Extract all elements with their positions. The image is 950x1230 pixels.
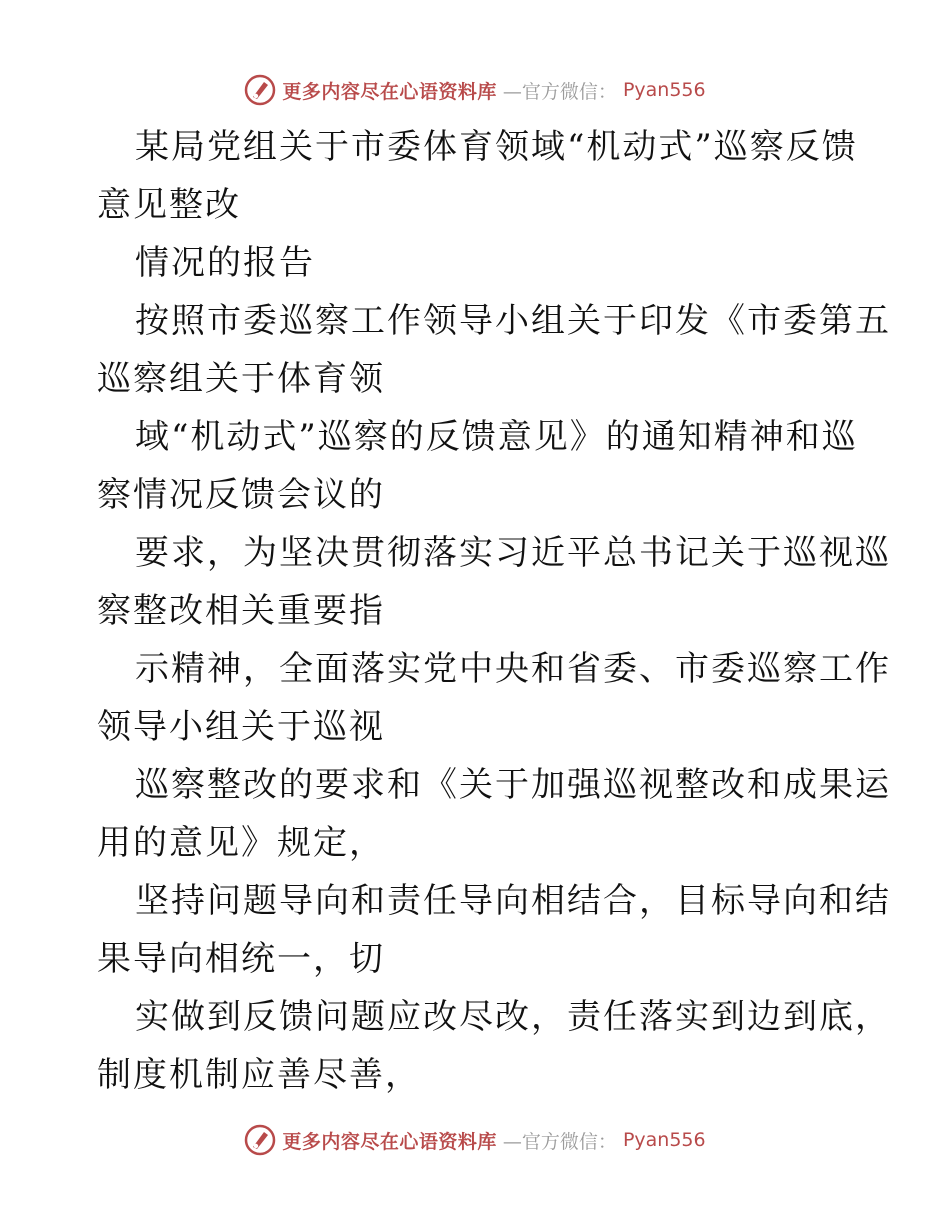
doc-line: 巡察整改的要求和《关于加强巡视整改和成果运 bbox=[135, 765, 891, 805]
doc-line: 坚持问题导向和责任导向相结合，目标导向和结 bbox=[135, 881, 891, 921]
header-banner bbox=[0, 72, 950, 108]
doc-line: 域“机动式”巡察的反馈意见》的通知精神和巡 bbox=[135, 417, 858, 457]
wechat-id: Pyan556 bbox=[622, 79, 706, 101]
doc-line: 察整改相关重要指 bbox=[97, 591, 385, 631]
doc-line: 巡察组关于体育领 bbox=[97, 359, 385, 399]
doc-line: 察情况反馈会议的 bbox=[97, 475, 385, 515]
feather-pen-logo-icon bbox=[244, 74, 276, 106]
document-body bbox=[97, 118, 891, 1104]
doc-line: 果导向相统一，切 bbox=[97, 939, 385, 979]
banner-title: 更多内容尽在心语资料库 bbox=[282, 80, 497, 103]
doc-line: 某局党组关于市委体育领域“机动式”巡察反馈 bbox=[135, 127, 858, 167]
doc-line: 制度机制应善尽善， bbox=[97, 1055, 421, 1095]
banner-separator: —官方微信： bbox=[502, 80, 617, 103]
doc-line: 要求，为坚决贯彻落实习近平总书记关于巡视巡 bbox=[135, 533, 891, 573]
doc-line: 按照市委巡察工作领导小组关于印发《市委第五 bbox=[135, 301, 891, 341]
banner-separator: —官方微信： bbox=[502, 1130, 617, 1153]
wechat-id: Pyan556 bbox=[622, 1129, 706, 1151]
doc-line: 用的意见》规定， bbox=[97, 823, 385, 863]
doc-line: 领导小组关于巡视 bbox=[97, 707, 385, 747]
doc-line: 示精神，全面落实党中央和省委、市委巡察工作 bbox=[135, 649, 891, 689]
footer-banner bbox=[0, 1122, 950, 1158]
doc-line: 意见整改 bbox=[97, 185, 241, 225]
doc-line: 情况的报告 bbox=[135, 243, 315, 283]
doc-line: 实做到反馈问题应改尽改，责任落实到边到底， bbox=[135, 997, 891, 1037]
feather-pen-logo-icon bbox=[244, 1124, 276, 1156]
banner-title: 更多内容尽在心语资料库 bbox=[282, 1130, 497, 1153]
